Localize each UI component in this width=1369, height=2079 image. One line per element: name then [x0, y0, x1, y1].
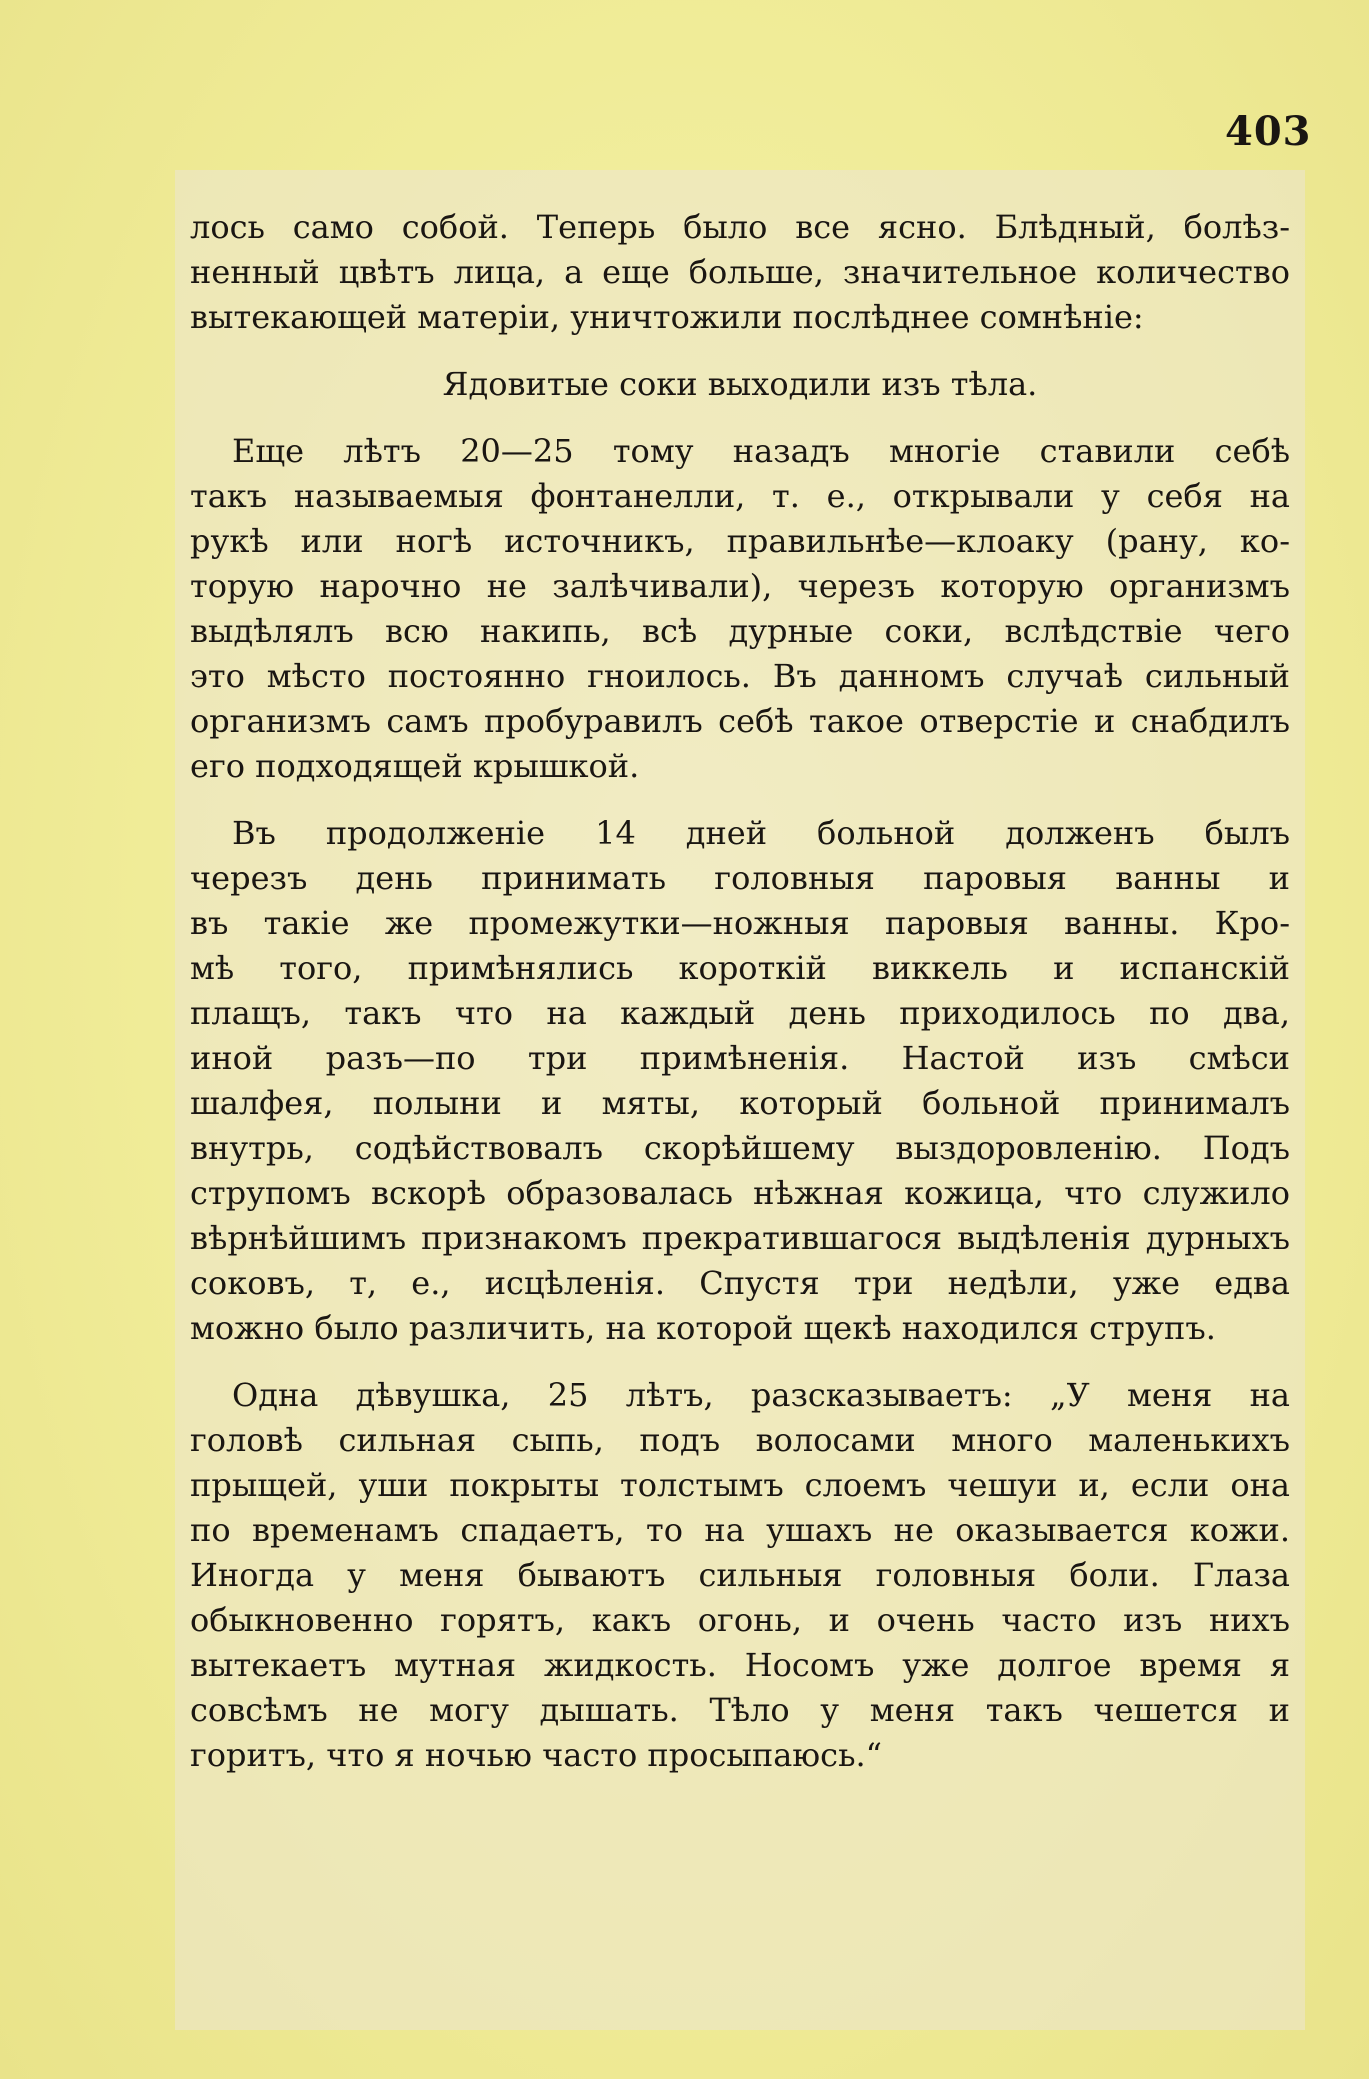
text-line: Еще лѣтъ 20—25 тому назадъ многіе ставили себѣ — [232, 432, 1290, 470]
text-line: совсѣмъ не могу дышать. Тѣло у меня такъ чешется и — [190, 1691, 1290, 1729]
text-line: мѣ того, примѣнялись короткій виккель и испанскій — [190, 949, 1290, 987]
text-line: его подходящей крышкой. — [190, 747, 640, 785]
text-line: внутрь, содѣйствовалъ скорѣйшему выздоровленію. Подъ — [190, 1129, 1290, 1167]
text-line: лось само собой. Теперь было все ясно. Блѣдный, болѣз- — [190, 208, 1290, 246]
text-line: обыкновенно горятъ, какъ огонь, и очень часто изъ нихъ — [190, 1601, 1290, 1639]
text-line: черезъ день принимать головныя паровыя ванны и — [190, 859, 1290, 897]
text-line: рукѣ или ногѣ источникъ, правильнѣе—клоаку (рану, ко- — [190, 522, 1290, 560]
text-line: струпомъ вскорѣ образовалась нѣжная кожица, что служило — [190, 1174, 1290, 1212]
text-line: торую нарочно не залѣчивали), черезъ которую организмъ — [190, 567, 1290, 605]
page-number: 403 — [1225, 108, 1312, 155]
text-line: это мѣсто постоянно гноилось. Въ данномъ случаѣ сильный — [190, 657, 1290, 695]
text-line: можно было различить, на которой щекѣ находился струпъ. — [190, 1309, 1216, 1347]
text-line: прыщей, уши покрыты толстымъ слоемъ чешуи и, если она — [190, 1466, 1290, 1504]
text-line: плащъ, такъ что на каждый день приходилось по два, — [190, 994, 1290, 1032]
text-line: такъ называемыя фонтанелли, т. е., открывали у себя на — [190, 477, 1290, 515]
text-line: горитъ, что я ночью часто просыпаюсь.“ — [190, 1736, 883, 1774]
text-line: Въ продолженіе 14 дней больной долженъ былъ — [232, 814, 1290, 852]
text-line: иной разъ—по три примѣненія. Настой изъ смѣси — [190, 1039, 1290, 1077]
text-line: Одна дѣвушка, 25 лѣтъ, разсказываетъ: „У меня на — [232, 1376, 1290, 1414]
text-line: выдѣлялъ всю накипь, всѣ дурные соки, вслѣдствіе чего — [190, 612, 1290, 650]
text-line: головѣ сильная сыпь, подъ волосами много маленькихъ — [190, 1421, 1290, 1459]
text-line: соковъ, т, е., исцѣленія. Спустя три недѣли, уже едва — [190, 1264, 1290, 1302]
text-line: по временамъ спадаетъ, то на ушахъ не оказывается кожи. — [190, 1511, 1290, 1549]
centered-line: Ядовитые соки выходили изъ тѣла. — [442, 365, 1038, 403]
text-line: вытекаетъ мутная жидкость. Носомъ уже долгое время я — [190, 1646, 1290, 1684]
text-line: вытекающей матеріи, уничтожили послѣднее сомнѣніе: — [190, 298, 1144, 336]
text-line: ненный цвѣтъ лица, а еще больше, значительное количество — [190, 253, 1290, 291]
text-line: вѣрнѣйшимъ признакомъ прекратившагося выдѣленія дурныхъ — [190, 1219, 1290, 1257]
text-line: организмъ самъ пробуравилъ себѣ такое отверстіе и снабдилъ — [190, 702, 1290, 740]
text-line: въ такіе же промежутки—ножныя паровыя ванны. Кро- — [190, 904, 1290, 942]
body-text — [190, 205, 1290, 1778]
text-line: шалфея, полыни и мяты, который больной принималъ — [190, 1084, 1290, 1122]
text-line: Иногда у меня бываютъ сильныя головныя боли. Глаза — [190, 1556, 1290, 1594]
